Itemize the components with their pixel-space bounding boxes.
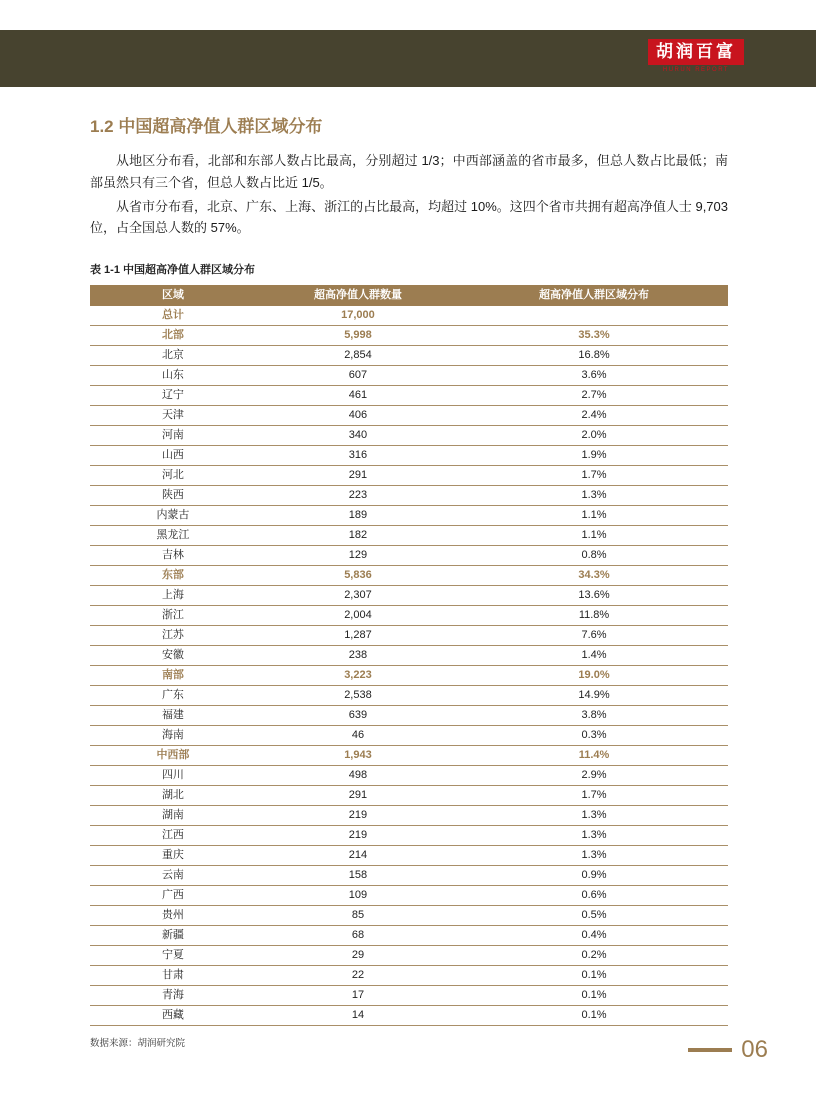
table-row — [90, 446, 728, 466]
table-row — [90, 406, 728, 426]
region-cell: 南部 — [90, 666, 256, 686]
section-title: 1.2 中国超高净值人群区域分布 — [90, 117, 323, 136]
count-cell: 17,000 — [256, 306, 460, 326]
body-paragraph-2: 从省市分布看，北京、广东、上海、浙江的占比最高，均超过 10%。这四个省市共拥有超高净值人士 9,703 位，占全国总人数的 57%。 — [90, 198, 728, 236]
share-cell: 0.1% — [460, 966, 728, 986]
table-row — [90, 366, 728, 386]
table-row — [90, 306, 728, 326]
count-cell: 238 — [256, 646, 460, 666]
count-cell: 5,998 — [256, 326, 460, 346]
page-content — [90, 87, 728, 1049]
region-cell: 北部 — [90, 326, 256, 346]
logo-wordmark: 胡润百富 — [648, 39, 744, 65]
region-cell: 海南 — [90, 726, 256, 746]
table-row — [90, 966, 728, 986]
count-cell: 109 — [256, 886, 460, 906]
column-header-count: 超高净值人群数量 — [256, 285, 460, 306]
table-row — [90, 326, 728, 346]
region-cell: 湖北 — [90, 786, 256, 806]
region-cell: 河北 — [90, 466, 256, 486]
region-cell: 重庆 — [90, 846, 256, 866]
share-cell: 2.4% — [460, 406, 728, 426]
share-cell: 2.9% — [460, 766, 728, 786]
count-cell: 182 — [256, 526, 460, 546]
count-cell: 607 — [256, 366, 460, 386]
share-cell: 19.0% — [460, 666, 728, 686]
region-distribution-table — [90, 285, 728, 1026]
region-cell: 广西 — [90, 886, 256, 906]
region-cell: 内蒙古 — [90, 506, 256, 526]
count-cell: 158 — [256, 866, 460, 886]
share-cell: 0.2% — [460, 946, 728, 966]
table-row — [90, 866, 728, 886]
table-row — [90, 666, 728, 686]
data-source: 数据来源：胡润研究院 — [90, 1038, 186, 1050]
table-row — [90, 426, 728, 446]
table-header-row — [90, 285, 728, 306]
table-row — [90, 826, 728, 846]
region-cell: 浙江 — [90, 606, 256, 626]
region-cell: 广东 — [90, 686, 256, 706]
region-cell: 青海 — [90, 986, 256, 1006]
share-cell: 1.3% — [460, 806, 728, 826]
table-row — [90, 386, 728, 406]
share-cell: 11.8% — [460, 606, 728, 626]
table-row — [90, 986, 728, 1006]
region-cell: 湖南 — [90, 806, 256, 826]
table-row — [90, 786, 728, 806]
count-cell: 85 — [256, 906, 460, 926]
table-row — [90, 726, 728, 746]
region-cell: 东部 — [90, 566, 256, 586]
share-cell: 34.3% — [460, 566, 728, 586]
count-cell: 22 — [256, 966, 460, 986]
table-row — [90, 646, 728, 666]
count-cell: 14 — [256, 1006, 460, 1026]
table-row — [90, 466, 728, 486]
table-row — [90, 486, 728, 506]
share-cell: 2.0% — [460, 426, 728, 446]
region-cell: 甘肃 — [90, 966, 256, 986]
count-cell: 29 — [256, 946, 460, 966]
share-cell: 1.3% — [460, 826, 728, 846]
count-cell: 2,307 — [256, 586, 460, 606]
share-cell: 1.7% — [460, 786, 728, 806]
count-cell: 3,223 — [256, 666, 460, 686]
share-cell: 0.6% — [460, 886, 728, 906]
share-cell: 0.3% — [460, 726, 728, 746]
table-row — [90, 606, 728, 626]
region-cell: 福建 — [90, 706, 256, 726]
table-row — [90, 706, 728, 726]
count-cell: 316 — [256, 446, 460, 466]
count-cell: 461 — [256, 386, 460, 406]
share-cell: 35.3% — [460, 326, 728, 346]
table-row — [90, 686, 728, 706]
share-cell: 0.1% — [460, 1006, 728, 1026]
share-cell: 3.6% — [460, 366, 728, 386]
count-cell: 1,943 — [256, 746, 460, 766]
share-cell: 13.6% — [460, 586, 728, 606]
share-cell: 1.3% — [460, 486, 728, 506]
region-cell: 河南 — [90, 426, 256, 446]
table-row — [90, 766, 728, 786]
table-body — [90, 306, 728, 1026]
region-cell: 江西 — [90, 826, 256, 846]
count-cell: 2,004 — [256, 606, 460, 626]
column-header-region: 区域 — [90, 285, 256, 306]
table-row — [90, 506, 728, 526]
table-row — [90, 946, 728, 966]
count-cell: 1,287 — [256, 626, 460, 646]
region-cell: 山东 — [90, 366, 256, 386]
share-cell: 1.9% — [460, 446, 728, 466]
region-cell: 陕西 — [90, 486, 256, 506]
count-cell: 2,538 — [256, 686, 460, 706]
count-cell: 639 — [256, 706, 460, 726]
count-cell: 17 — [256, 986, 460, 1006]
table-row — [90, 846, 728, 866]
share-cell: 11.4% — [460, 746, 728, 766]
count-cell: 219 — [256, 826, 460, 846]
share-cell: 1.4% — [460, 646, 728, 666]
region-cell: 宁夏 — [90, 946, 256, 966]
share-cell: 0.4% — [460, 926, 728, 946]
count-cell: 219 — [256, 806, 460, 826]
region-cell: 黑龙江 — [90, 526, 256, 546]
logo-subtitle: HURUN REPORT — [662, 67, 730, 73]
count-cell: 340 — [256, 426, 460, 446]
share-cell: 0.5% — [460, 906, 728, 926]
count-cell: 46 — [256, 726, 460, 746]
page-number: 06 — [741, 1036, 768, 1063]
share-cell: 0.1% — [460, 986, 728, 1006]
table-row — [90, 906, 728, 926]
region-cell: 北京 — [90, 346, 256, 366]
table-row — [90, 566, 728, 586]
count-cell: 189 — [256, 506, 460, 526]
share-cell: 1.1% — [460, 526, 728, 546]
share-cell: 1.1% — [460, 506, 728, 526]
region-cell: 吉林 — [90, 546, 256, 566]
body-paragraph-1: 从地区分布看，北部和东部人数占比最高，分别超过 1/3；中西部涵盖的省市最多，但总人数占比最低；南部虽然只有三个省，但总人数占比近 1/5。 — [90, 153, 728, 190]
count-cell: 291 — [256, 786, 460, 806]
region-cell: 贵州 — [90, 906, 256, 926]
count-cell: 223 — [256, 486, 460, 506]
header-bar — [0, 30, 816, 87]
region-cell: 总计 — [90, 306, 256, 326]
share-cell: 0.8% — [460, 546, 728, 566]
table-caption: 表 1-1 中国超高净值人群区域分布 — [90, 264, 256, 277]
region-cell: 上海 — [90, 586, 256, 606]
table-row — [90, 346, 728, 366]
table-row — [90, 746, 728, 766]
share-cell: 1.7% — [460, 466, 728, 486]
region-cell: 天津 — [90, 406, 256, 426]
share-cell: 7.6% — [460, 626, 728, 646]
column-header-share: 超高净值人群区域分布 — [460, 285, 728, 306]
region-cell: 中西部 — [90, 746, 256, 766]
count-cell: 2,854 — [256, 346, 460, 366]
count-cell: 5,836 — [256, 566, 460, 586]
region-cell: 安徽 — [90, 646, 256, 666]
region-cell: 云南 — [90, 866, 256, 886]
share-cell: 0.9% — [460, 866, 728, 886]
share-cell: 16.8% — [460, 346, 728, 366]
count-cell: 129 — [256, 546, 460, 566]
page-footer — [688, 1038, 768, 1062]
share-cell: 14.9% — [460, 686, 728, 706]
count-cell: 214 — [256, 846, 460, 866]
share-cell: 1.3% — [460, 846, 728, 866]
table-row — [90, 626, 728, 646]
region-cell: 西藏 — [90, 1006, 256, 1026]
table-row — [90, 926, 728, 946]
region-cell: 新疆 — [90, 926, 256, 946]
share-cell: 3.8% — [460, 706, 728, 726]
table-row — [90, 586, 728, 606]
count-cell: 406 — [256, 406, 460, 426]
footer-rule — [688, 1048, 732, 1052]
table-row — [90, 1006, 728, 1026]
region-cell: 山西 — [90, 446, 256, 466]
table-row — [90, 806, 728, 826]
table-row — [90, 546, 728, 566]
share-cell: 2.7% — [460, 386, 728, 406]
count-cell: 498 — [256, 766, 460, 786]
region-cell: 四川 — [90, 766, 256, 786]
region-cell: 辽宁 — [90, 386, 256, 406]
share-cell — [460, 306, 728, 326]
table-row — [90, 526, 728, 546]
hurun-logo — [648, 39, 744, 73]
table-row — [90, 886, 728, 906]
region-cell: 江苏 — [90, 626, 256, 646]
count-cell: 68 — [256, 926, 460, 946]
count-cell: 291 — [256, 466, 460, 486]
